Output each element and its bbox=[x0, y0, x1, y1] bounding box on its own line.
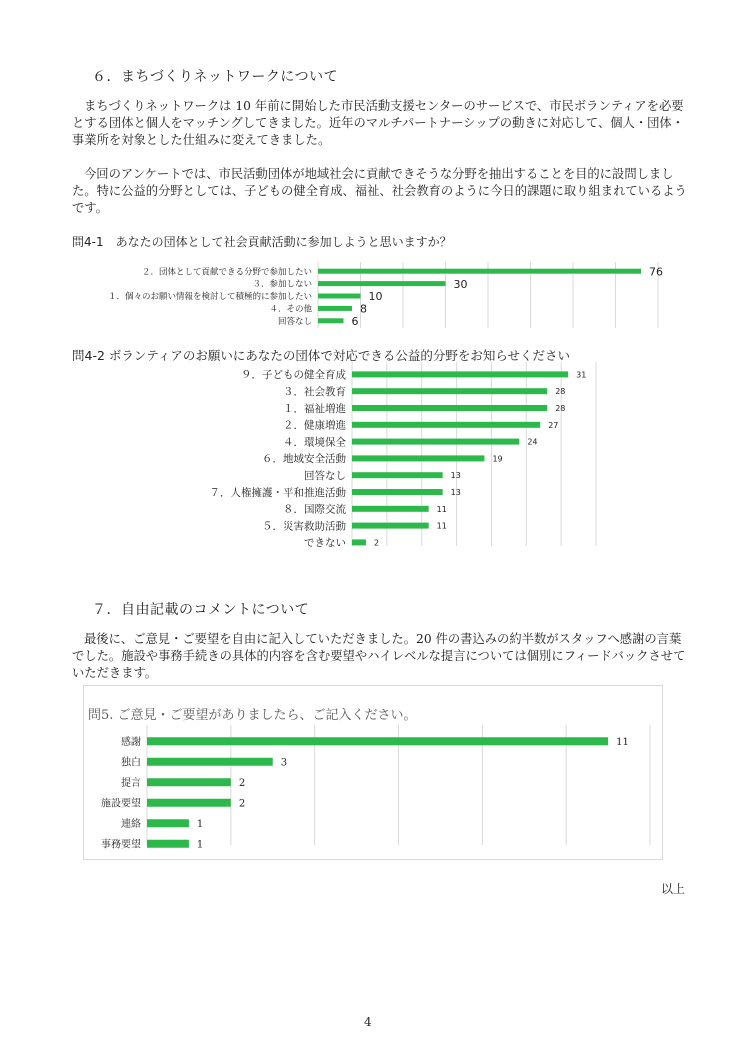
chart2-value-label: 31 bbox=[576, 370, 587, 380]
chart1-category-label: ３．参加しない bbox=[252, 279, 312, 290]
chart3-bar bbox=[147, 799, 231, 807]
chart3-bar bbox=[147, 758, 273, 766]
chart2-value-label: 28 bbox=[555, 404, 566, 414]
chart1-bar bbox=[318, 306, 352, 311]
chart3-title: 問5. ご意見・ご要望がありましたら、ご記入ください。 bbox=[88, 708, 417, 723]
chart3-value-label: 11 bbox=[616, 737, 629, 749]
chart2-category-label: ２．健康増進 bbox=[283, 419, 346, 432]
chart2-value-label: 24 bbox=[527, 437, 538, 447]
chart2 bbox=[0, 362, 740, 548]
chart2-value-label: 28 bbox=[555, 387, 566, 397]
chart2-category-label: ３．社会教育 bbox=[283, 385, 346, 398]
closing-text: 以上 bbox=[661, 882, 686, 896]
section7-title: ７．自由記載のコメントについて bbox=[92, 602, 310, 618]
chart2-bar bbox=[352, 439, 519, 445]
chart2-bar bbox=[352, 405, 547, 411]
chart3-category-label: 事務要望 bbox=[101, 839, 141, 850]
chart2-category-label: ９．子どもの健全育成 bbox=[241, 369, 346, 382]
section6-title: ６．まちづくりネットワークについて bbox=[92, 69, 339, 85]
chart1 bbox=[0, 262, 740, 330]
chart2-value-label: 27 bbox=[548, 420, 559, 430]
chart1-bar bbox=[318, 269, 641, 274]
chart2-category-label: できない bbox=[304, 537, 346, 548]
section6-paragraph2: 今回のアンケートでは、市民活動団体が地域社会に貢献できそうな分野を抽出することを目的に設問しました。特に公益的分野としては、子どもの健全育成、福祉、社会教育のように今日的課題に取り組まれているようです。 bbox=[72, 167, 687, 215]
chart1-value-label: 10 bbox=[368, 290, 383, 304]
chart2-bar bbox=[352, 523, 429, 529]
chart3-bar bbox=[147, 819, 189, 827]
chart1-bar bbox=[318, 318, 344, 323]
section7-paragraph: 最後に、ご意見・ご要望を自由に記入していただきました。20 件の書込みの約半数がスタッフへ感謝の言葉でした。施設や事務手続きの具体的内容を含む要望やハイレベルな提言については個別にフィードバックさせていただきます。 bbox=[72, 632, 686, 680]
chart1-value-label: 6 bbox=[351, 314, 359, 328]
chart2-value-label: 13 bbox=[450, 488, 461, 498]
chart2-bar bbox=[352, 472, 443, 478]
chart3-category-label: 感謝 bbox=[121, 736, 141, 748]
chart3-category-label: 提言 bbox=[121, 777, 141, 789]
chart2-title: 問4-2 ボランティアのお願いにあなたの団体で対応できる公益的分野をお知らせください bbox=[72, 348, 571, 363]
chart3-bar bbox=[147, 737, 608, 745]
chart1-bar bbox=[318, 281, 446, 286]
chart2-bar bbox=[352, 506, 429, 512]
chart2-category-label: １．福祉増進 bbox=[283, 402, 346, 415]
page-number: 4 bbox=[364, 1015, 372, 1029]
chart2-value-label: 2 bbox=[373, 538, 380, 548]
chart1-category-label: 回答なし bbox=[277, 316, 312, 327]
chart2-category-label: ４．環境保全 bbox=[283, 436, 346, 449]
chart2-value-label: 11 bbox=[436, 504, 447, 514]
chart2-bar bbox=[352, 455, 484, 461]
chart3-bar bbox=[147, 778, 231, 786]
chart2-bar bbox=[352, 371, 568, 377]
chart2-value-label: 19 bbox=[492, 454, 503, 464]
chart2-value-label: 13 bbox=[450, 471, 461, 481]
chart2-category-label: ６．地域安全活動 bbox=[262, 453, 346, 466]
chart1-value-label: 8 bbox=[360, 302, 367, 316]
chart3-category-label: 独白 bbox=[121, 757, 141, 769]
chart2-value-label: 11 bbox=[436, 521, 447, 531]
chart1-category-label: ２．団体として貢献できる分野で参加したい bbox=[141, 267, 312, 278]
chart1-title: 問4-1 あなたの団体として社会貢献活動に参加しようと思いますか？ bbox=[72, 235, 452, 249]
chart3-bar bbox=[147, 840, 189, 848]
chart3-value-label: 1 bbox=[196, 839, 204, 850]
chart3-value-label: 2 bbox=[238, 798, 246, 810]
chart1-value-label: 76 bbox=[649, 265, 663, 279]
chart2-bar bbox=[352, 422, 540, 428]
chart2-category-label: 回答なし bbox=[304, 469, 346, 482]
chart2-bar bbox=[352, 539, 366, 545]
chart2-category-label: ８．国際交流 bbox=[283, 503, 346, 516]
chart2-category-label: ７．人権擁護・平和推進活動 bbox=[209, 486, 346, 499]
section6-paragraph1: まちづくりネットワークは 10 年前に開始した市民活動支援センターのサービスで、市民ボランティアを必要とする団体と個人をマッチングしてきました。近年のマルチパートナーシップの動きに対応して、個人・団体・事業所を対象とした仕組みに変えてきました。 bbox=[72, 99, 685, 147]
chart2-bar bbox=[352, 489, 443, 495]
chart1-bar bbox=[318, 294, 361, 299]
chart2-category-label: ５．災害救助活動 bbox=[262, 520, 346, 533]
chart3 bbox=[0, 725, 740, 850]
chart1-value-label: 30 bbox=[453, 277, 468, 291]
chart3-value-label: 3 bbox=[280, 757, 288, 769]
chart1-category-label: １．個々のお願い情報を検討して積極的に参加したい bbox=[107, 292, 312, 303]
chart3-value-label: 2 bbox=[238, 778, 246, 790]
chart3-category-label: 連絡 bbox=[121, 818, 141, 830]
chart3-category-label: 施設要望 bbox=[101, 798, 141, 810]
chart1-category-label: ４．その他 bbox=[269, 304, 312, 315]
chart3-value-label: 1 bbox=[196, 819, 204, 831]
chart2-bar bbox=[352, 388, 547, 394]
